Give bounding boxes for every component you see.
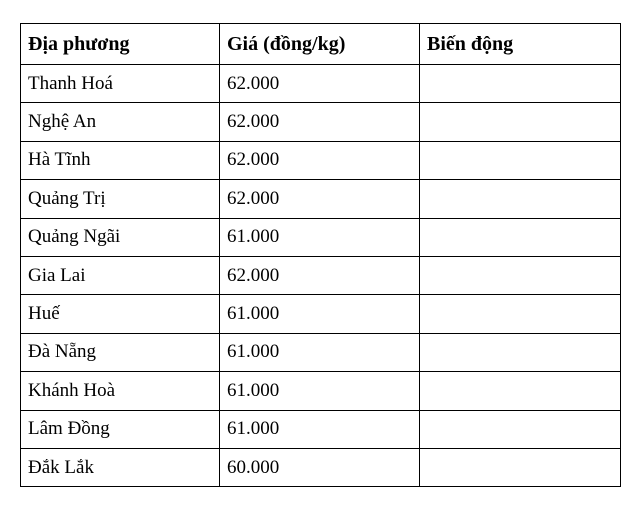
cell-change bbox=[420, 180, 621, 218]
cell-change bbox=[420, 372, 621, 410]
cell-location: Gia Lai bbox=[21, 256, 220, 294]
cell-price: 62.000 bbox=[220, 141, 420, 179]
table-row bbox=[21, 410, 621, 448]
table-row bbox=[21, 333, 621, 371]
cell-price: 61.000 bbox=[220, 333, 420, 371]
header-row bbox=[21, 24, 621, 65]
cell-location: Huế bbox=[21, 295, 220, 333]
table-row bbox=[21, 103, 621, 141]
cell-price: 62.000 bbox=[220, 65, 420, 103]
cell-location: Đắk Lắk bbox=[21, 448, 220, 486]
cell-price: 61.000 bbox=[220, 218, 420, 256]
cell-change bbox=[420, 256, 621, 294]
table-row bbox=[21, 448, 621, 486]
cell-price: 62.000 bbox=[220, 103, 420, 141]
header-price: Giá (đồng/kg) bbox=[220, 24, 420, 65]
cell-location: Lâm Đồng bbox=[21, 410, 220, 448]
cell-price: 61.000 bbox=[220, 410, 420, 448]
cell-location: Quảng Trị bbox=[21, 180, 220, 218]
header-change: Biến động bbox=[420, 24, 621, 65]
cell-change bbox=[420, 410, 621, 448]
cell-location: Đà Nẵng bbox=[21, 333, 220, 371]
cell-change bbox=[420, 333, 621, 371]
cell-price: 62.000 bbox=[220, 180, 420, 218]
table-row bbox=[21, 141, 621, 179]
cell-change bbox=[420, 65, 621, 103]
cell-change bbox=[420, 295, 621, 333]
cell-change bbox=[420, 141, 621, 179]
price-table bbox=[20, 23, 621, 487]
header-location: Địa phương bbox=[21, 24, 220, 65]
cell-price: 61.000 bbox=[220, 372, 420, 410]
cell-change bbox=[420, 103, 621, 141]
table-row bbox=[21, 372, 621, 410]
table-body bbox=[21, 65, 621, 487]
cell-location: Hà Tĩnh bbox=[21, 141, 220, 179]
table-row bbox=[21, 65, 621, 103]
cell-price: 60.000 bbox=[220, 448, 420, 486]
table-row bbox=[21, 218, 621, 256]
cell-price: 61.000 bbox=[220, 295, 420, 333]
cell-location: Khánh Hoà bbox=[21, 372, 220, 410]
cell-change bbox=[420, 218, 621, 256]
cell-price: 62.000 bbox=[220, 256, 420, 294]
cell-change bbox=[420, 448, 621, 486]
table-row bbox=[21, 256, 621, 294]
cell-location: Nghệ An bbox=[21, 103, 220, 141]
table-header bbox=[21, 24, 621, 65]
table-row bbox=[21, 180, 621, 218]
table-row bbox=[21, 295, 621, 333]
cell-location: Quảng Ngãi bbox=[21, 218, 220, 256]
cell-location: Thanh Hoá bbox=[21, 65, 220, 103]
